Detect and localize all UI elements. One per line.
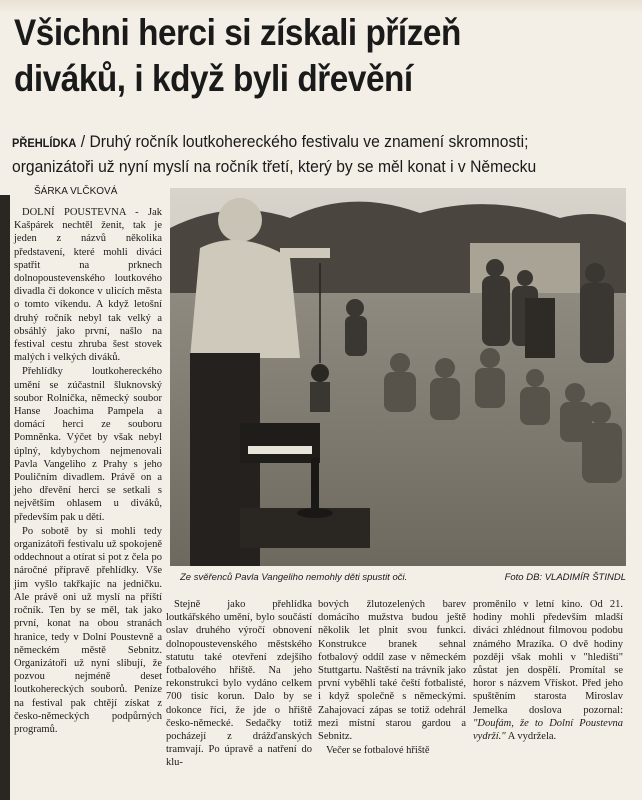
paragraph: Stejně jako přehlídka loutkářského umění, bylo součástí oslav druhého výročí obnovení dolnopoustevenského městského statutu také otevření zdejšího fotbalového hřiště. Na jeho rekonstrukci bylo vydáno celkem 700 tisíc korun. Dalo by se dokonce říci, že jde o hřiště česko-německé. Sedačky totiž pocházejí z drážďanských tramvají. Po úpravě a natření do klu-: [166, 599, 312, 769]
photo-puppet-show: [170, 188, 626, 566]
lead-text: / Druhý ročník loutkohereckého festivalu ve znamení skromnosti; organizátoři už nyní myslí na ročník třetí, který by se měl konat i v Německu: [12, 132, 537, 176]
lead-paragraph: [12, 130, 584, 179]
paragraph: bových žlutozelených barev domácího mužstva budou ještě několik let plnit svou funkci. Konstrukce branek sehnal fotbalový oddíl zase v německém Stuttgartu. Naštěstí na trávník jako první vyběhli také čeští fotbalisté, i když společně s německými. Zahajovací zápas se totiž odehrál mezi místní starou gardou a Sebnitz.: [318, 599, 466, 743]
byline: ŠÁRKA VLČKOVÁ: [34, 186, 118, 197]
photo-illustration: [170, 188, 626, 566]
headline-line-1: Všichni herci si získali přízeň: [14, 12, 461, 53]
photo-caption: [180, 572, 626, 583]
headline-line-2: diváků, i když byli dřevění: [14, 58, 413, 99]
page-edge-shadow: [0, 195, 10, 800]
paragraph-tail: A vydržela.: [505, 731, 557, 743]
paragraph-text: proměnilo v letní kino. Od 21. hodiny mohli především mladší diváci zhlédnout filmovou podobu známého Mrazíka. O dvě hodiny později však mohli v "hledišti" zůstat jen dospělí. Promítal se horor s názvem Vřískot. Před jeho spuštěním starosta Miroslav Jemelka doslova pozornal:: [473, 599, 623, 716]
kicker: PŘEHLÍDKA: [12, 136, 77, 150]
paragraph: Přehlídky loutkohereckého umění se zúčastnil šluknovský soubor Rolnička, německý soubor Hanse Joachima Pampela a domácí herci ze souboru Pomněnka. Výčet by však nebyl úplný, kdybychom nejmenovali Pavla Vangeliho z Prahy s jeho Pouličním divadlem. Právě on a jeho dřevění herci se setkali s největším ohlasem u diváků, především pak u dětí.: [14, 366, 162, 523]
headline: [14, 10, 572, 102]
paragraph: [473, 598, 623, 743]
paragraph: DOLNÍ POUSTEVNA - Jak Kašpárek nechtěl ženit, tak je jeden z názvů několika představení, které mohli diváci spatřit na prknech dolnopoustevenského loutkového divadla či dokonce v ulicích města o tomto víkendu. A když letošní druhý ročník nebyl tak velký a obsáhlý jako první, našlo na festival cestu zhruba šest stovek malých i velkých diváků.: [14, 207, 162, 364]
column-4: [473, 598, 623, 743]
column-2: [166, 598, 312, 770]
column-3: [318, 598, 466, 757]
paragraph: Večer se fotbalové hřiště: [326, 745, 430, 757]
photo-credit: Foto DB: VLADIMÍR ŠTINDL: [504, 572, 626, 583]
caption-text: Ze svěřenců Pavla Vangeliho nemohly děti spustit oči.: [180, 572, 408, 583]
paragraph: Po sobotě by si mohli tedy organizátoři festivalu už spokojeně oddechnout a otírat si pot z čela po náročné přípravě přehlídky. Vše jim vyšlo takřkajíc na jedničku. Ale právě oni už myslí na příští ročník. Ten by se měl, tak jako první, konat na obou stranách hranice, tedy v Dolní Poustevně a německém městě Sebnitz. Organizátoři už nyní slibují, že pozvou nejméně deset loutkohereckých souborů. Peníze na festival pak chtějí získat z česko-německých podpůrných programů.: [14, 525, 162, 735]
mayor-quote: "Doufám, že to Dolní Poustevna vydrží.": [473, 717, 623, 743]
column-1: [14, 206, 162, 736]
